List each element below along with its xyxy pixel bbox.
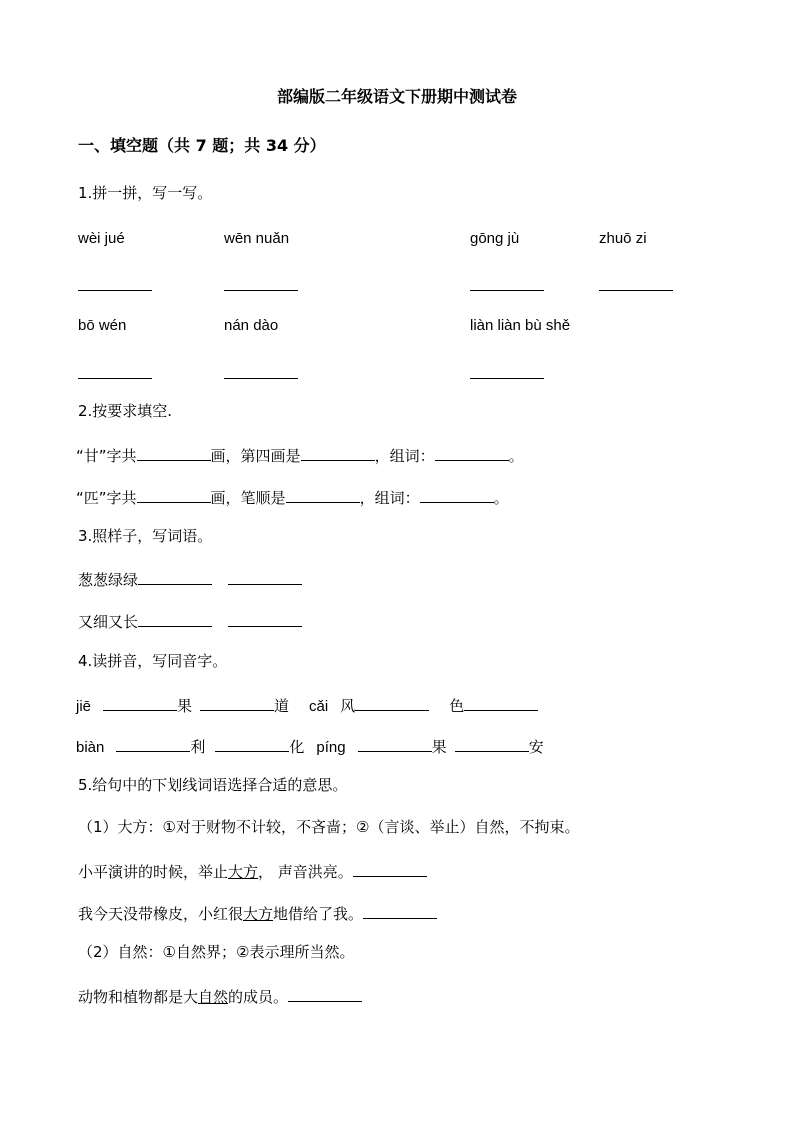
question-1-prompt: 1.拼一拼，写一写。 bbox=[78, 184, 213, 202]
pinyin: píng bbox=[316, 739, 346, 756]
pinyin-item: nán dào bbox=[224, 317, 279, 334]
answer-blank[interactable] bbox=[228, 570, 302, 585]
pinyin-item: gōng jù bbox=[470, 230, 520, 247]
answer-blank[interactable] bbox=[286, 488, 360, 503]
char: 化 bbox=[289, 738, 305, 756]
answer-blank[interactable] bbox=[224, 276, 298, 294]
pinyin: jiē bbox=[76, 698, 92, 715]
pinyin-item: wèi jué bbox=[78, 230, 125, 247]
text: 小平演讲的时候，举止 bbox=[78, 863, 229, 881]
char: 风 bbox=[340, 697, 356, 715]
answer-blank[interactable] bbox=[103, 696, 177, 711]
answer-blank[interactable] bbox=[78, 364, 152, 382]
answer-blank[interactable] bbox=[358, 737, 432, 752]
text: 。 bbox=[508, 447, 524, 465]
answer-blank[interactable] bbox=[137, 488, 211, 503]
answer-blank[interactable] bbox=[138, 570, 212, 585]
underlined-word: 大方 bbox=[228, 863, 259, 881]
answer-blank[interactable] bbox=[224, 364, 298, 382]
pinyin-item: wēn nuǎn bbox=[224, 230, 290, 247]
example-word: 又细又长 bbox=[78, 613, 139, 631]
text: 的成员。 bbox=[228, 988, 289, 1006]
definition-2: （2）自然：①自然界；②表示理所当然。 bbox=[78, 943, 355, 961]
text: “甘”字共 bbox=[76, 447, 137, 465]
question-3-line bbox=[78, 570, 302, 588]
char: 安 bbox=[528, 738, 544, 756]
char: 果 bbox=[177, 697, 193, 715]
sentence-2 bbox=[78, 904, 437, 922]
text: 地借给了我。 bbox=[273, 905, 364, 923]
section-heading: 一、填空题（共 7 题；共 34 分） bbox=[78, 136, 326, 155]
sentence-1 bbox=[78, 862, 427, 880]
text: 我今天没带橡皮，小红很 bbox=[78, 905, 244, 923]
pinyin-item: zhuō zi bbox=[599, 230, 647, 247]
answer-blank[interactable] bbox=[78, 276, 152, 294]
question-3-prompt: 3.照样子，写词语。 bbox=[78, 527, 213, 545]
answer-blank[interactable] bbox=[301, 446, 375, 461]
answer-blank[interactable] bbox=[355, 696, 429, 711]
answer-blank[interactable] bbox=[470, 364, 544, 382]
answer-blank[interactable] bbox=[215, 737, 289, 752]
answer-blank[interactable] bbox=[116, 737, 190, 752]
underlined-word: 自然 bbox=[198, 988, 229, 1006]
answer-blank[interactable] bbox=[138, 612, 212, 627]
pinyin-item: liàn liàn bù shě bbox=[470, 317, 571, 334]
answer-blank[interactable] bbox=[288, 987, 362, 1002]
text: 。 bbox=[493, 489, 509, 507]
page-title: 部编版二年级语文下册期中测试卷 bbox=[276, 87, 517, 106]
question-4-line bbox=[76, 737, 544, 755]
text: ， 声音洪亮。 bbox=[258, 863, 353, 881]
question-4-prompt: 4.读拼音，写同音字。 bbox=[78, 652, 228, 670]
question-3-line bbox=[78, 612, 302, 630]
question-2-line bbox=[76, 446, 524, 464]
answer-blank[interactable] bbox=[420, 488, 494, 503]
pinyin-item: bō wén bbox=[78, 317, 127, 334]
answer-blank[interactable] bbox=[353, 862, 427, 877]
char: 色 bbox=[449, 697, 465, 715]
answer-blank[interactable] bbox=[228, 612, 302, 627]
underlined-word: 大方 bbox=[243, 905, 274, 923]
text: 动物和植物都是大 bbox=[78, 988, 199, 1006]
question-2-prompt: 2.按要求填空. bbox=[78, 402, 173, 420]
sentence-3 bbox=[78, 987, 362, 1005]
text: 画，笔顺是 bbox=[210, 489, 286, 507]
answer-blank[interactable] bbox=[435, 446, 509, 461]
text: ，组词： bbox=[374, 447, 435, 465]
question-2-line bbox=[76, 488, 509, 506]
example-word: 葱葱绿绿 bbox=[78, 571, 139, 589]
char: 道 bbox=[274, 697, 290, 715]
answer-blank[interactable] bbox=[363, 904, 437, 919]
text: “匹”字共 bbox=[76, 489, 137, 507]
answer-blank[interactable] bbox=[137, 446, 211, 461]
answer-blank[interactable] bbox=[464, 696, 538, 711]
answer-blank[interactable] bbox=[200, 696, 274, 711]
char: 果 bbox=[431, 738, 447, 756]
char: 利 bbox=[190, 738, 206, 756]
answer-blank[interactable] bbox=[455, 737, 529, 752]
answer-blank[interactable] bbox=[599, 276, 673, 294]
pinyin: biàn bbox=[76, 739, 105, 756]
question-5-prompt: 5.给句中的下划线词语选择合适的意思。 bbox=[78, 776, 348, 794]
text: ，组词： bbox=[359, 489, 420, 507]
definition-1: （1）大方：①对于财物不计较，不吝啬；②（言谈、举止）自然，不拘束。 bbox=[78, 818, 580, 836]
pinyin: cǎi bbox=[309, 698, 329, 715]
text: 画，第四画是 bbox=[210, 447, 301, 465]
question-4-line bbox=[76, 696, 538, 714]
answer-blank[interactable] bbox=[470, 276, 544, 294]
